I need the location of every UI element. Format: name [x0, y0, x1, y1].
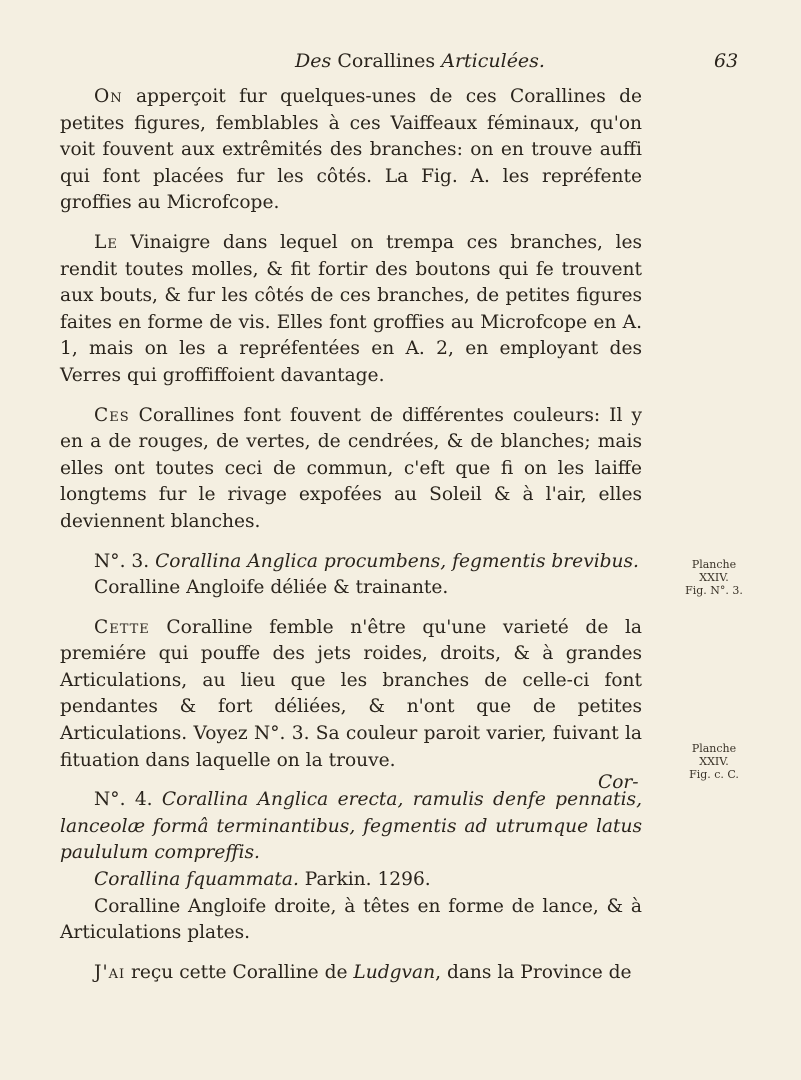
paragraph-2 — [60, 230, 642, 390]
entry-3-french: Coralline Angloife déliée & trainante. — [94, 577, 449, 599]
paragraph-text: Coralline femble n'être qu'une varieté de la premiére qui pouffe des jets roides, droits, & à grandes Articulations, au lieu que les branches de celle-ci font pendantes & fort déliées, & n'ont que de petites Articulations. Voyez N°. 3. Sa couleur paroit varier, fuivant la fituation dans laquelle on la trouve. — [60, 616, 642, 771]
entry-4-french: Coralline Angloife droite, à têtes en forme de lance, & à Articulations plates. — [60, 895, 642, 944]
paragraph-text: Corallines font fouvent de différentes couleurs: Il y en a de rouges, de vertes, de cendrées, & de blanches; mais elles ont toutes ceci de commun, c'eft que fi on les laiffe longtems fur le rivage expofées au Soleil & à l'air, elles deviennent blanches. — [60, 404, 642, 532]
running-head-prefix: Des — [295, 50, 332, 72]
margin-note-plate-3: Planche XXIV. Fig. N°. 3. — [685, 558, 743, 597]
entry-latin-name: Corallina Anglica erecta, ramulis denfe pennatis, lanceolæ formâ terminantibus, fegmentis ad utrumque latus paululum compreffis. — [60, 789, 642, 864]
entry-number: N°. 4. — [94, 789, 153, 811]
page-body — [60, 84, 642, 999]
paragraph-lead: Le — [94, 231, 118, 253]
page-number: 63 — [714, 50, 739, 72]
paragraph-5: J'ai reçu cette Coralline de Ludgvan, dans la Province de — [94, 961, 632, 983]
entry-4 — [60, 787, 642, 867]
paragraph-lead: Cette — [94, 616, 150, 638]
paragraph-lead: Ces — [94, 404, 130, 426]
place-name: Ludgvan — [353, 961, 436, 983]
entry-latin-name: Corallina Anglica procumbens, fegmentis brevibus. — [155, 550, 639, 572]
running-head-suffix: Articulées. — [441, 50, 545, 72]
paragraph-text: Vinaigre dans lequel on trempa ces branches, les rendit toutes molles, & fit fortir des boutons qui fe trouvent aux bouts, & fur les côtés de ces branches, de petites figures faites en forme de vis. Elles font groffies au Microfcope en A. 1, mais on les a repréfentées en A. 2, en employant des Verres qui groffiffoient davantage. — [60, 231, 642, 386]
entry-3 — [60, 549, 642, 576]
paragraph-4 — [60, 615, 642, 775]
running-head-middle: Corallines — [337, 50, 436, 72]
catchword: Cor- — [598, 772, 639, 793]
paragraph-1 — [60, 84, 642, 217]
synonym-latin: Corallina fquammata. — [94, 869, 299, 891]
paragraph-3 — [60, 403, 642, 536]
margin-note-plate-4: Planche XXIV. Fig. c. C. — [689, 742, 739, 781]
synonym-reference: Parkin. 1296. — [304, 869, 431, 891]
running-head — [180, 50, 660, 72]
paragraph-lead: J'ai — [94, 961, 126, 983]
paragraph-lead: On — [94, 86, 123, 107]
entry-number: N°. 3. — [94, 550, 150, 572]
paragraph-text: apperçoit fur quelques-unes de ces Corallines de petites figures, femblables à ces Vaiffeaux féminaux, qu'on voit fouvent aux extrêmités des branches: on en trouve auffi qui font placées fur les côtés. La Fig. A. les repréfente groffies au Microfcope. — [60, 86, 642, 214]
entry-4-synonym — [60, 867, 642, 894]
